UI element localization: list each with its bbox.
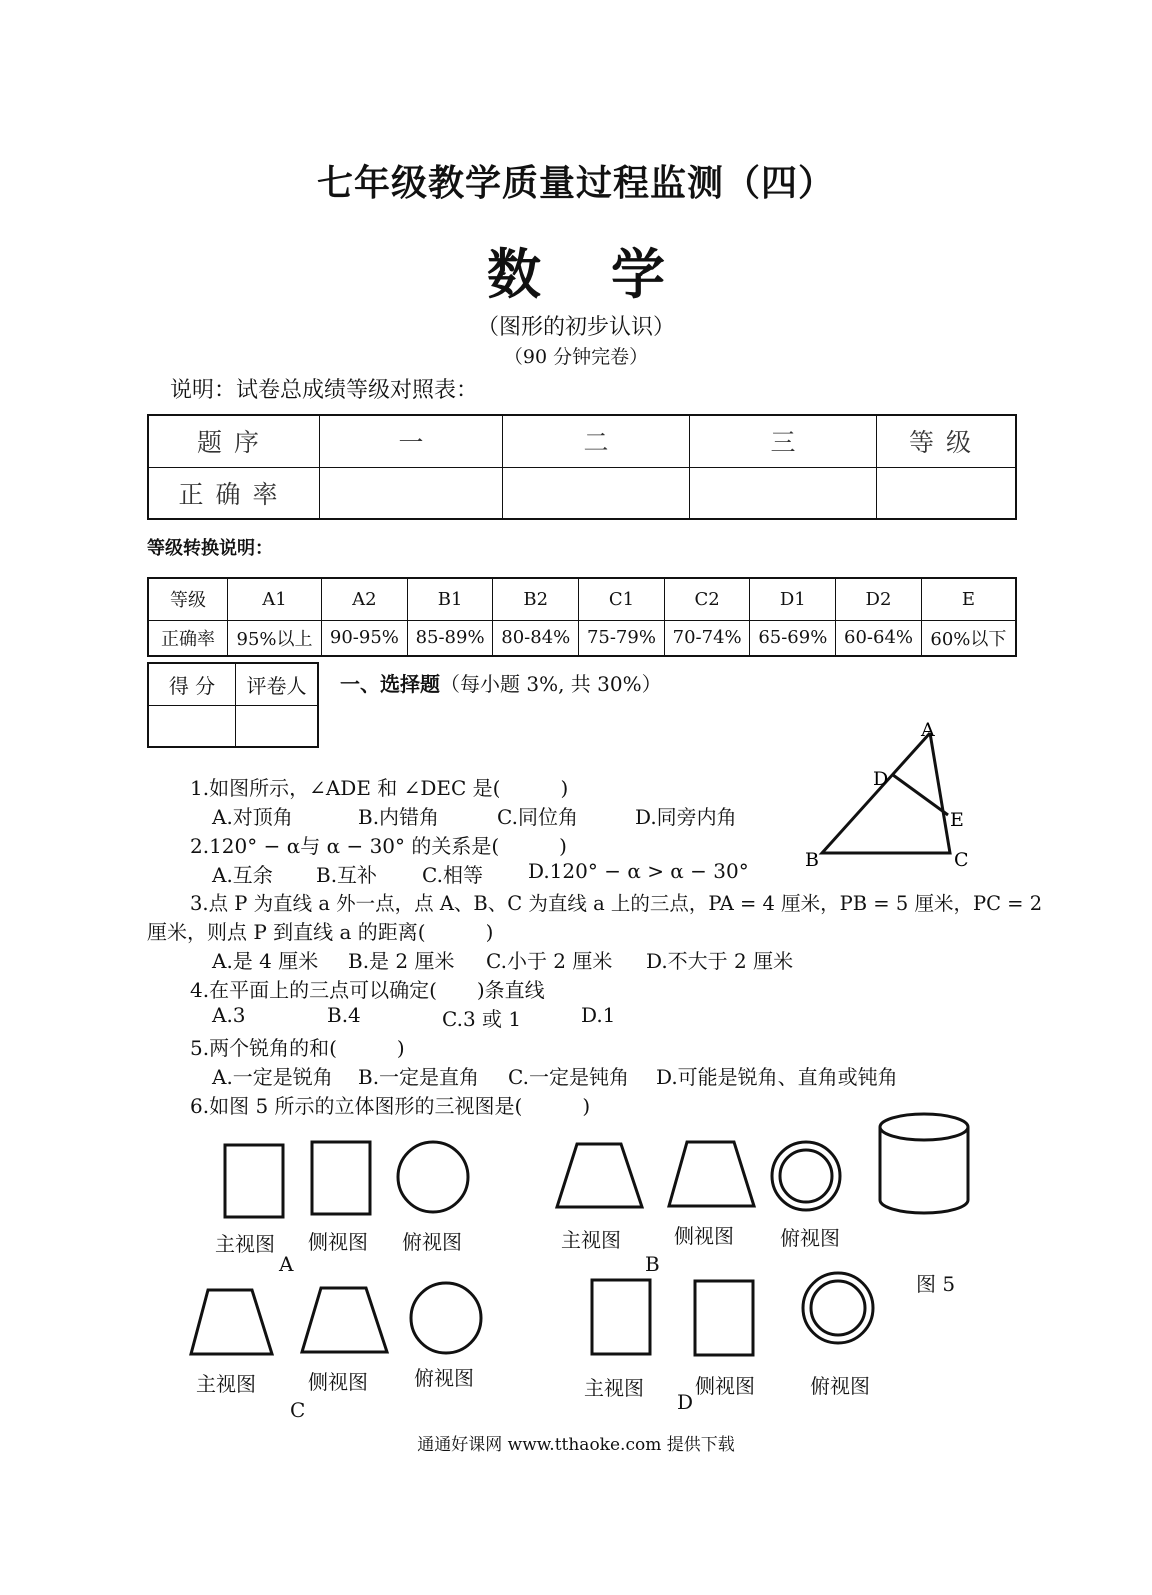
option-b-top-view-inner [780,1150,832,1202]
q4-option-a: A.3 [212,1003,246,1027]
q1-option-b: B.内错角 [358,805,440,829]
conversion-table [147,577,1017,657]
option-c-front-view [191,1290,272,1354]
score-table-cell [503,467,690,519]
caption-front-b: 主视图 [561,1228,621,1252]
question-5: 5.两个锐角的和( ) [190,1036,405,1060]
grade-note: 说明：试卷总成绩等级对照表： [170,378,479,403]
score-table-cell [320,467,503,519]
caption-top-d: 俯视图 [810,1374,870,1398]
rate-cell: 85-89% [407,620,493,656]
rate-cell: 60-64% [836,620,922,656]
q3-option-b: B.是 2 厘米 [348,949,455,973]
score-table-header-1: 一 [320,415,503,467]
grade-cell: D2 [836,578,922,620]
q3-option-d: D.不大于 2 厘米 [646,949,794,973]
question-3: 3.点 P 为直线 a 外一点，点 A、B、C 为直线 a 上的三点，PA = 4 厘米，PB = 5 厘米，PC = 2 [190,892,1043,915]
label-d: D [873,768,889,790]
grader-box-score: 得 分 [148,663,236,705]
caption-top-a: 俯视图 [402,1230,462,1254]
q5-option-d: D.可能是锐角、直角或钝角 [656,1065,898,1089]
subject-title: 数学 [487,243,735,306]
figure-5-label: 图 5 [916,1272,956,1296]
caption-front-d: 主视图 [584,1376,644,1400]
grade-cell: C2 [664,578,750,620]
q2-option-a: A.互余 [212,863,273,887]
question-1: 1.如图所示，∠ADE 和 ∠DEC 是( ) [190,776,569,800]
q4-option-c: C.3 或 1 [442,1007,522,1031]
section-detail: （每小题 3%, 共 30%） [440,672,662,696]
question-6: 6.如图 5 所示的立体图形的三视图是( ) [190,1094,591,1118]
caption-side-c: 侧视图 [308,1370,368,1394]
group-label-c: C [290,1398,306,1422]
label-a: A [921,719,935,741]
option-d-top-view [803,1273,873,1343]
score-table-rate-label: 正确率 [148,467,320,519]
option-a-top-view [398,1142,468,1212]
q2-option-b: B.互补 [316,863,378,887]
grade-cell: D1 [750,578,836,620]
q1-option-d: D.同旁内角 [635,805,737,829]
caption-side-b: 侧视图 [674,1224,734,1248]
rate-cell: 65-69% [750,620,836,656]
triangle-figure [790,715,990,880]
q5-option-b: B.一定是直角 [358,1065,480,1089]
duration-subtitle: （90 分钟完卷） [503,346,649,368]
group-label-d: D [677,1390,694,1414]
caption-top-b: 俯视图 [780,1226,840,1250]
grader-box-cell [236,705,319,747]
label-c: C [954,849,969,871]
option-d-top-view-inner [811,1281,865,1335]
grader-box [147,662,319,748]
rate-cell: 正确率 [148,620,228,656]
group-label-b: B [645,1252,660,1276]
label-b: B [805,849,819,871]
option-b-top-view [772,1142,840,1210]
caption-front-c: 主视图 [196,1372,256,1396]
score-table-header-3: 三 [690,415,877,467]
option-a-side-view [312,1142,370,1214]
option-a-front-view [225,1145,283,1217]
q5-option-a: A.一定是锐角 [212,1065,333,1089]
figure-5-cylinder [880,1114,968,1213]
exam-title: 七年级教学质量过程监测（四） [316,163,835,204]
score-table-header-grade: 等级 [877,415,1017,467]
section-name: 一、选择题 [340,672,440,696]
caption-front-a: 主视图 [215,1232,275,1256]
conversion-title: 等级转换说明： [147,538,273,559]
three-views-figure [0,1100,1152,1430]
q3-option-a: A.是 4 厘米 [212,949,319,973]
score-table-cell [877,467,1017,519]
grade-cell: 等级 [148,578,228,620]
option-d-front-view [592,1280,650,1354]
rate-cell: 90-95% [322,620,408,656]
question-2: 2.120° − α与 α − 30° 的关系是( ) [190,834,567,858]
caption-top-c: 俯视图 [414,1366,474,1390]
q1-option-a: A.对顶角 [212,805,293,829]
grade-cell: A2 [322,578,408,620]
option-b-side-view [669,1142,754,1206]
grade-cell: C1 [579,578,665,620]
option-b-front-view [557,1144,642,1207]
rate-cell: 95%以上 [228,620,322,656]
grade-cell: A1 [228,578,322,620]
grader-box-cell [148,705,236,747]
question-4: 4.在平面上的三点可以确定( )条直线 [190,978,545,1002]
section-title [340,668,662,697]
score-table-header-order: 题序 [148,415,320,467]
score-table-header-2: 二 [503,415,690,467]
rate-cell: 75-79% [579,620,665,656]
caption-side-d: 侧视图 [695,1374,755,1398]
option-c-top-view [411,1283,481,1353]
footer-credit: 通通好课网 www.tthaoke.com 提供下载 [417,1435,735,1455]
question-3-cont: 厘米，则点 P 到直线 a 的距离( ) [147,920,494,944]
option-d-side-view [695,1281,753,1355]
q3-option-c: C.小于 2 厘米 [486,949,613,973]
group-label-a: A [279,1252,294,1276]
score-table-cell [690,467,877,519]
topic-subtitle: （图形的初步认识） [476,315,675,340]
q5-option-c: C.一定是钝角 [508,1065,629,1089]
option-c-side-view [302,1288,387,1352]
score-table [147,414,1017,520]
caption-side-a: 侧视图 [308,1230,368,1254]
q4-option-b: B.4 [327,1003,361,1027]
grade-cell: B1 [407,578,493,620]
grade-cell: E [921,578,1016,620]
q2-option-d: D.120° − α > α − 30° [528,859,749,883]
grade-cell: B2 [493,578,579,620]
rate-cell: 60%以下 [921,620,1016,656]
label-e: E [950,809,964,831]
q1-option-c: C.同位角 [497,805,578,829]
q4-option-d: D.1 [581,1003,616,1027]
q2-option-c: C.相等 [422,863,483,887]
grader-box-grader: 评卷人 [236,663,319,705]
rate-cell: 70-74% [664,620,750,656]
rate-cell: 80-84% [493,620,579,656]
triangle-abc [822,733,950,853]
